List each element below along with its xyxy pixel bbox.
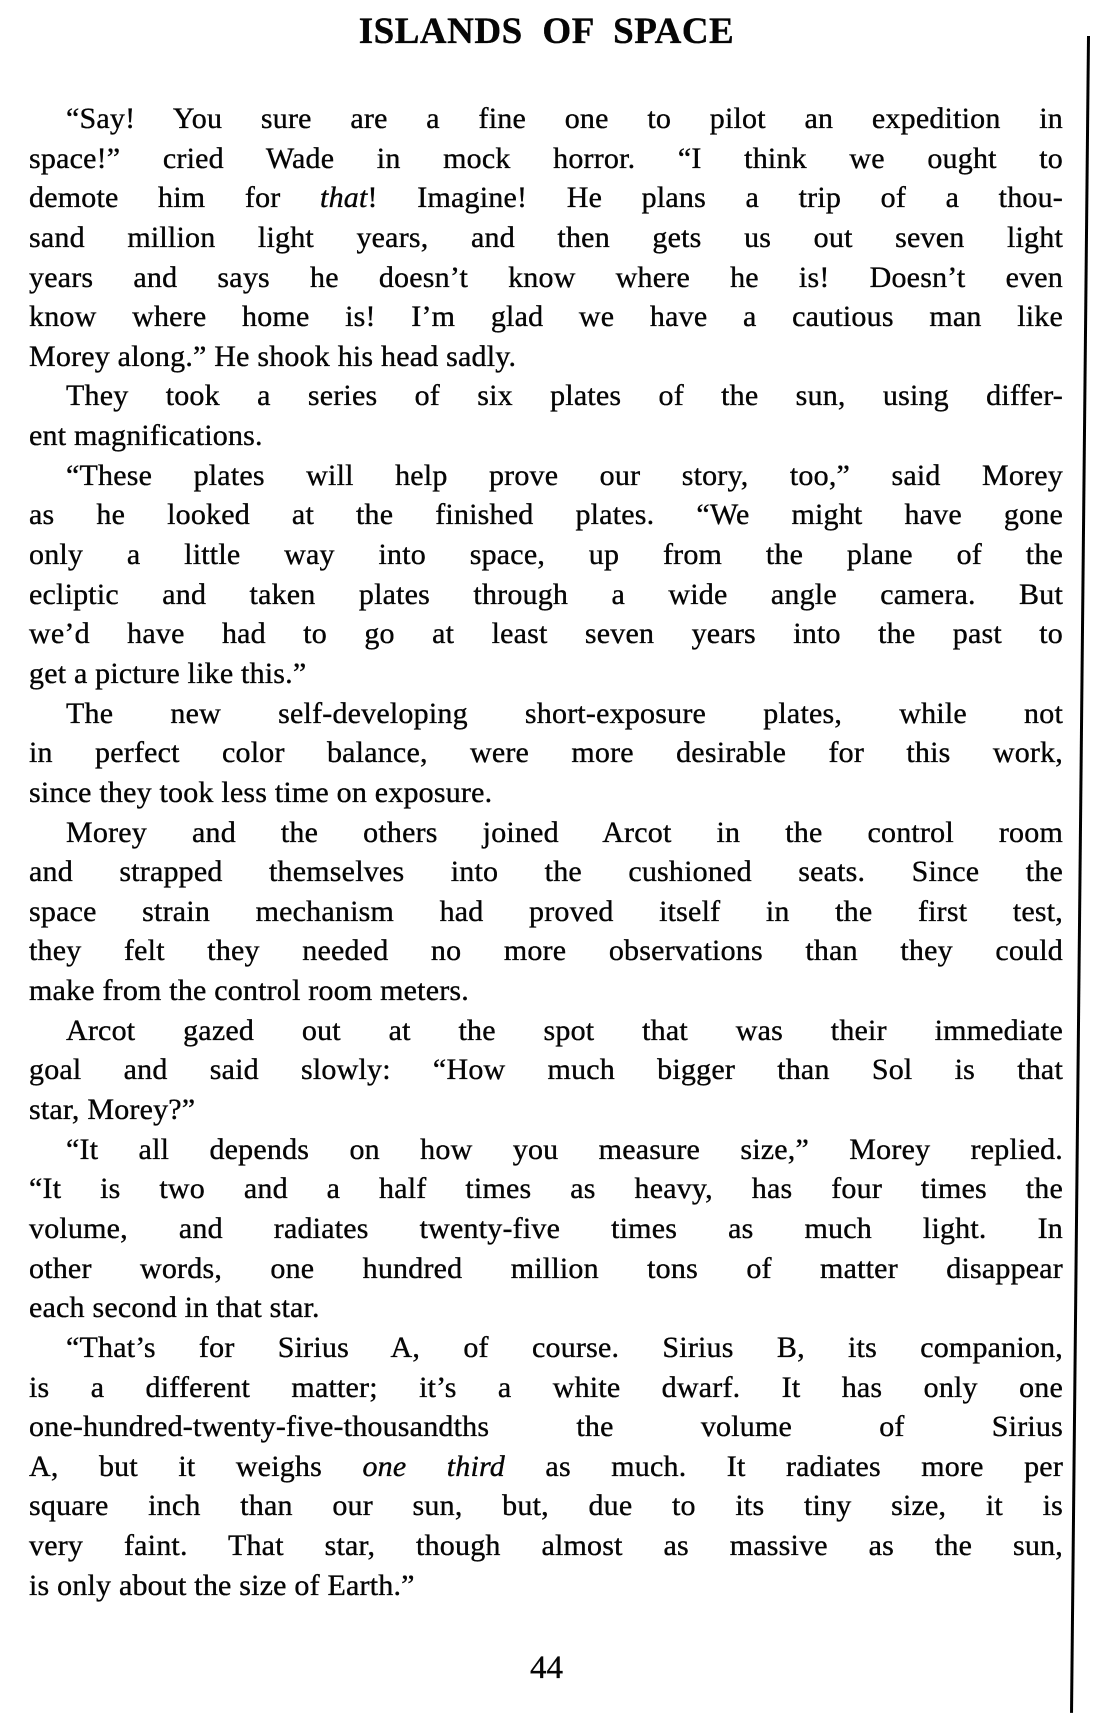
page-body	[29, 99, 1063, 1605]
text-line	[29, 1011, 1063, 1051]
text-line	[29, 1209, 1063, 1249]
text-line	[29, 139, 1063, 179]
text-segment: very faint. That star, though almost as massive as the sun,	[29, 1529, 1063, 1563]
text-line	[29, 694, 1063, 734]
text-segment: is only about the size of Earth.”	[29, 1568, 415, 1602]
text-segment: “Say! You sure are a fine one to pilot an expedition in	[66, 102, 1063, 135]
text-segment: we’d have had to go at least seven years into the past to	[29, 617, 1063, 651]
text-segment: Morey and the others joined Arcot in the control room	[66, 815, 1063, 849]
paragraph	[29, 694, 1063, 813]
text-line	[29, 1368, 1063, 1408]
text-line	[29, 1328, 1063, 1368]
text-line	[29, 337, 1063, 377]
text-line	[29, 654, 1063, 694]
text-segment: square inch than our sun, but, due to its tiny size, it is	[29, 1489, 1063, 1523]
text-line	[29, 1288, 1063, 1328]
paragraph	[29, 456, 1063, 694]
text-segment: Arcot gazed out at the spot that was their immediate	[66, 1013, 1063, 1047]
text-segment: volume, and radiates twenty-five times as much light. In	[29, 1211, 1063, 1245]
text-line	[29, 1249, 1063, 1289]
text-line	[29, 376, 1063, 416]
text-line	[29, 416, 1063, 456]
text-line	[29, 575, 1063, 615]
text-segment: in perfect color balance, were more desirable for this work,	[29, 736, 1063, 770]
text-line	[29, 1407, 1063, 1447]
paragraph	[29, 1328, 1063, 1605]
text-line	[29, 1447, 1063, 1487]
text-segment: space!” cried Wade in mock horror. “I think we ought to	[29, 141, 1063, 175]
text-segment: since they took less time on exposure.	[29, 775, 493, 809]
text-line	[29, 1130, 1063, 1170]
text-line	[29, 1526, 1063, 1566]
page-edge-scan-line	[1070, 36, 1090, 1713]
text-segment: A, but it weighs	[29, 1449, 363, 1483]
text-segment: The new self-developing short-exposure plates, while not	[66, 696, 1063, 730]
text-segment: “That’s for Sirius A, of course. Sirius B, its companion,	[66, 1330, 1063, 1364]
text-segment: ! Imagine! He plans a trip of a thou-	[367, 181, 1064, 215]
text-line	[29, 852, 1063, 892]
text-line	[29, 892, 1063, 932]
emphasized-text: one third	[362, 1449, 506, 1483]
text-segment: as he looked at the finished plates. “We might have gone	[29, 498, 1063, 532]
text-segment: they felt they needed no more observations than they could	[29, 934, 1063, 968]
text-segment: sand million light years, and then gets us out seven light	[29, 220, 1063, 254]
text-line	[29, 614, 1063, 654]
text-line	[29, 218, 1063, 258]
text-segment: ecliptic and taken plates through a wide angle camera. But	[29, 577, 1063, 611]
page-number: 44	[530, 1650, 563, 1686]
text-line	[29, 1050, 1063, 1090]
text-segment: only a little way into space, up from the plane of the	[29, 538, 1063, 572]
text-segment: ent magnifications.	[29, 419, 263, 453]
text-segment: They took a series of six plates of the sun, using differ-	[66, 379, 1063, 413]
paragraph	[29, 1130, 1063, 1328]
text-line	[29, 495, 1063, 535]
text-segment: as much. It radiates more per	[505, 1449, 1064, 1483]
text-line	[29, 535, 1063, 575]
text-segment: “It all depends on how you measure size,” Morey replied.	[66, 1132, 1063, 1166]
emphasized-text: that	[320, 181, 368, 215]
text-line	[29, 931, 1063, 971]
text-line	[29, 456, 1063, 496]
text-line	[29, 1566, 1063, 1606]
text-segment: Morey along.” He shook his head sadly.	[29, 339, 517, 373]
text-line	[29, 773, 1063, 813]
text-segment: know where home is! I’m glad we have a cautious man like	[29, 300, 1063, 334]
text-line	[29, 178, 1063, 218]
text-segment: make from the control room meters.	[29, 974, 469, 1008]
paragraph	[29, 1011, 1063, 1130]
text-segment: other words, one hundred million tons of matter disappear	[29, 1251, 1063, 1285]
text-line	[29, 813, 1063, 853]
text-segment: space strain mechanism had proved itself in the first test,	[29, 894, 1063, 928]
text-segment: and strapped themselves into the cushioned seats. Since the	[29, 855, 1063, 889]
paragraph	[29, 99, 1063, 376]
text-segment: is a different matter; it’s a white dwarf. It has only one	[29, 1370, 1063, 1404]
text-line	[29, 1169, 1063, 1209]
text-segment: goal and said slowly: “How much bigger than Sol is that	[29, 1053, 1063, 1087]
paragraph	[29, 376, 1063, 455]
text-line	[29, 99, 1063, 139]
text-segment: “It is two and a half times as heavy, has four times the	[29, 1172, 1063, 1206]
text-segment: each second in that star.	[29, 1291, 320, 1325]
text-segment: get a picture like this.”	[29, 656, 307, 690]
text-segment: demote him for	[29, 181, 321, 215]
text-line	[29, 1486, 1063, 1526]
text-line	[29, 258, 1063, 298]
text-segment: years and says he doesn’t know where he is! Doesn’t even	[29, 260, 1063, 294]
text-line	[29, 297, 1063, 337]
text-segment: one-hundred-twenty-five-thousandths the volume of Sirius	[29, 1410, 1063, 1444]
text-segment: star, Morey?”	[29, 1093, 196, 1127]
paragraph	[29, 813, 1063, 1011]
text-line	[29, 1090, 1063, 1130]
page-title: ISLANDS OF SPACE	[358, 11, 735, 52]
text-line	[29, 971, 1063, 1011]
text-segment: “These plates will help prove our story, too,” said Morey	[66, 458, 1063, 492]
text-line	[29, 733, 1063, 773]
